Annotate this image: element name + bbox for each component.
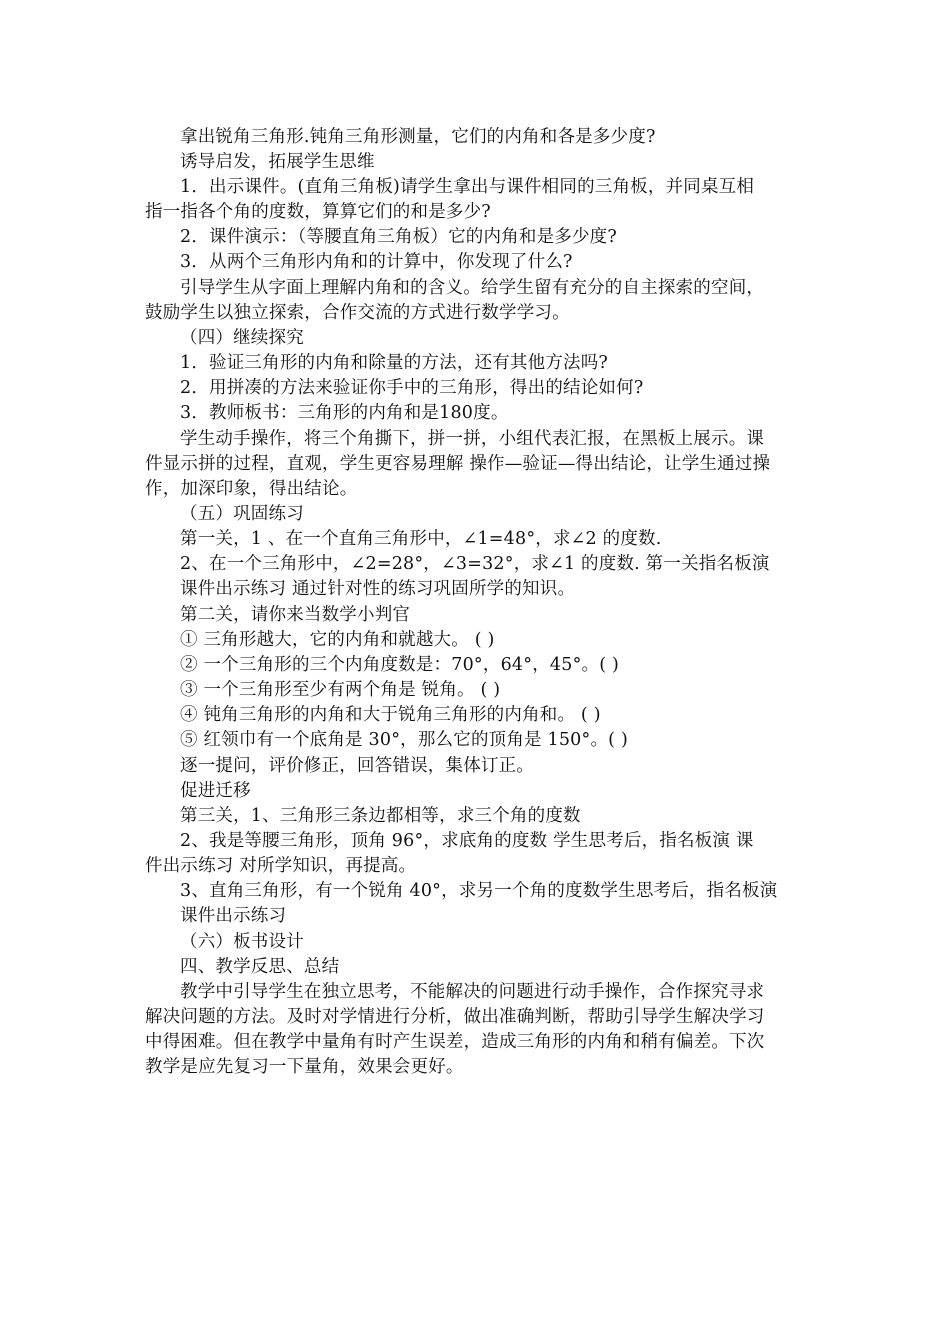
text-line-31: 3、直角三角形，有一个锐角 40°，求另一个角的度数学生思考后，指名板演	[180, 881, 778, 901]
text-line-26: 逐一提问，评价修正，回答错误，集体订正。	[180, 756, 534, 776]
text-line-20: 第二关，请你来当数学小判官	[180, 605, 411, 625]
judge-item-4: ④ 钝角三角形的内角和大于锐角三角形的内角和。 ( )	[180, 705, 601, 725]
text-line-37: 中得困难。但在教学中量角有时产生误差，造成三角形的内角和稍有偏差。下次	[145, 1032, 765, 1052]
text-line-3: 1．出示课件。(直角三角板)请学生拿出与课件相同的三角板，并同桌互相	[180, 177, 755, 197]
text-line-29: 2、我是等腰三角形，顶角 96°，求底角的度数 学生思考后，指名板演 课	[180, 831, 754, 851]
text-line-1: 拿出锐角三角形.钝角三角形测量，它们的内角和各是多少度?	[180, 127, 656, 147]
text-line-15: 作，加深印象，得出结论。	[145, 479, 358, 499]
text-line-27: 促进迁移	[180, 781, 251, 801]
text-line-13: 学生动手操作，将三个角撕下，拼一拼，小组代表汇报，在黑板上展示。课	[180, 429, 765, 449]
text-line-30: 件出示练习 对所学知识，再提高。	[145, 856, 417, 876]
section-heading-4: （四）继续探究	[180, 328, 304, 348]
text-line-2: 诱导启发，拓展学生思维	[180, 152, 375, 172]
text-line-5: 2．课件演示：（等腰直角三角板）它的内角和是多少度?	[180, 227, 617, 247]
section-heading-5: （五）巩固练习	[180, 504, 304, 524]
text-line-18: 2、在一个三角形中，∠2=28°，∠3=32°，求∠1 的度数. 第一关指名板演	[180, 554, 770, 574]
text-line-35: 教学中引导学生在独立思考，不能解决的问题进行动手操作，合作探究寻求	[180, 982, 765, 1002]
judge-item-1: ① 三角形越大，它的内角和就越大。 ( )	[180, 630, 495, 650]
section-heading-reflection: 四、教学反思、总结	[180, 957, 340, 977]
section-heading-6: （六）板书设计	[180, 932, 304, 952]
text-line-14: 件显示拼的过程，直观，学生更容易理解 操作—验证—得出结论，让学生通过操	[145, 454, 771, 474]
text-line-19: 课件出示练习 通过针对性的练习巩固所学的知识。	[180, 579, 576, 599]
judge-item-5: ⑤ 红领巾有一个底角是 30°，那么它的顶角是 150°。( )	[180, 730, 628, 750]
text-line-28: 第三关，1、三角形三条边都相等，求三个角的度数	[180, 806, 581, 826]
judge-item-3: ③ 一个三角形至少有两个角是 锐角。 ( )	[180, 680, 501, 700]
text-line-36: 解决问题的方法。及时对学情进行分析，做出准确判断，帮助引导学生解决学习	[145, 1007, 765, 1027]
text-line-7: 引导学生从字面上理解内角和的含义。给学生留有充分的自主探索的空间，	[180, 278, 765, 298]
text-line-17: 第一关，1 、在一个直角三角形中，∠1=48°，求∠2 的度数.	[180, 529, 662, 549]
text-line-38: 教学是应先复习一下量角，效果会更好。	[145, 1057, 464, 1077]
text-line-6: 3．从两个三角形内角和的计算中，你发现了什么?	[180, 252, 573, 272]
text-line-32: 课件出示练习	[180, 906, 287, 926]
text-line-10: 1．验证三角形的内角和除量的方法，还有其他方法吗?	[180, 353, 609, 373]
text-line-4: 指一指各个角的度数，算算它们的和是多少?	[145, 202, 491, 222]
judge-item-2: ② 一个三角形的三个内角度数是：70°，64°，45°。( )	[180, 655, 620, 675]
text-line-8: 鼓励学生以独立探索，合作交流的方式进行数学学习。	[145, 303, 570, 323]
text-line-12: 3．教师板书：三角形的内角和是180度。	[180, 403, 509, 423]
text-line-11: 2．用拼凑的方法来验证你手中的三角形，得出的结论如何?	[180, 378, 644, 398]
